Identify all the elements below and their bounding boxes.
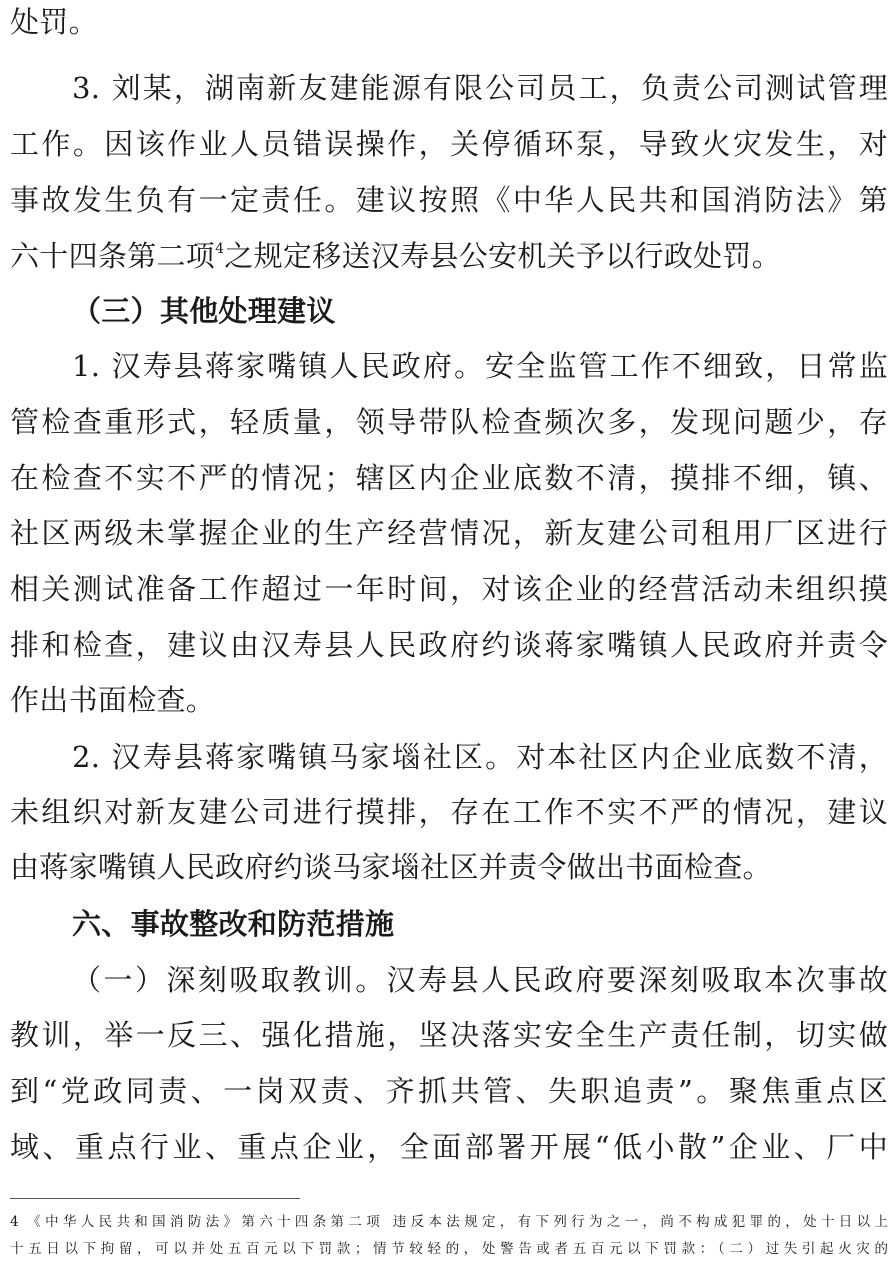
body-line: 在检查不实不严的情况；辖区内企业底数不清，摸排不细，镇、 (10, 461, 888, 495)
body-line: 教训，举一反三、强化措施，坚决落实安全生产责任制，切实做 (10, 1018, 888, 1052)
body-line: 管检查重形式，轻质量，领导带队检查频次多，发现问题少，存 (10, 405, 888, 439)
body-line: 由蒋家嘴镇人民政府约谈马家堖社区并责令做出书面检查。 (10, 850, 772, 884)
body-line: 作出书面检查。 (10, 683, 216, 717)
body-line: 工作。因该作业人员错误操作，关停循环泵，导致火灾发生，对 (10, 127, 888, 161)
body-line: 2. 汉寿县蒋家嘴镇马家堖社区。对本社区内企业底数不清， (72, 740, 888, 774)
body-text: 六十四条第二项 (10, 239, 216, 273)
body-line: 3. 刘某，湖南新友建能源有限公司员工，负责公司测试管理 (72, 71, 888, 105)
body-line: 1. 汉寿县蒋家嘴镇人民政府。安全监管工作不细致，日常监 (72, 349, 888, 383)
body-line: 未组织对新友建公司进行摸排，存在工作不实不严的情况，建议 (10, 795, 888, 829)
body-line: 排和检查，建议由汉寿县人民政府约谈蒋家嘴镇人民政府并责令 (10, 628, 888, 662)
body-line: 到“党政同责、一岗双责、齐抓共管、失职追责”。聚焦重点区 (10, 1074, 888, 1108)
chapter-heading: 六、事故整改和防范措施 (72, 907, 395, 941)
body-line: 事故发生负有一定责任。建议按照《中华人民共和国消防法》第 (10, 183, 888, 217)
body-line: 域、重点行业、重点企业，全面部署开展“低小散”企业、厂中 (10, 1130, 888, 1164)
body-line: 社区两级未掌握企业的生产经营情况，新友建公司租用厂区进行 (10, 516, 888, 550)
section-heading: （三）其他处理建议 (72, 294, 336, 328)
footnote-marker: 4 (215, 241, 225, 258)
footnote-line: 十五日以下拘留，可以并处五百元以下罚款；情节较轻的，处警告或者五百元以下罚款：（二）过失引起火灾的 (10, 1241, 888, 1257)
body-line: 相关测试准备工作超过一年时间，对该企业的经营活动未组织摸 (10, 572, 888, 606)
footnote-divider (10, 1198, 300, 1199)
body-text: 之规定移送汉寿县公安机关予以行政处罚。 (224, 239, 782, 273)
footnote-line: 4 《中华人民共和国消防法》第六十四条第二项 违反本法规定，有下列行为之一，尚不构成犯罪的，处十日以上 (10, 1214, 888, 1230)
body-line (10, 238, 888, 274)
body-line: （一）深刻吸取教训。汉寿县人民政府要深刻吸取本次事故 (72, 963, 888, 997)
body-line: 处罚。 (10, 5, 98, 39)
